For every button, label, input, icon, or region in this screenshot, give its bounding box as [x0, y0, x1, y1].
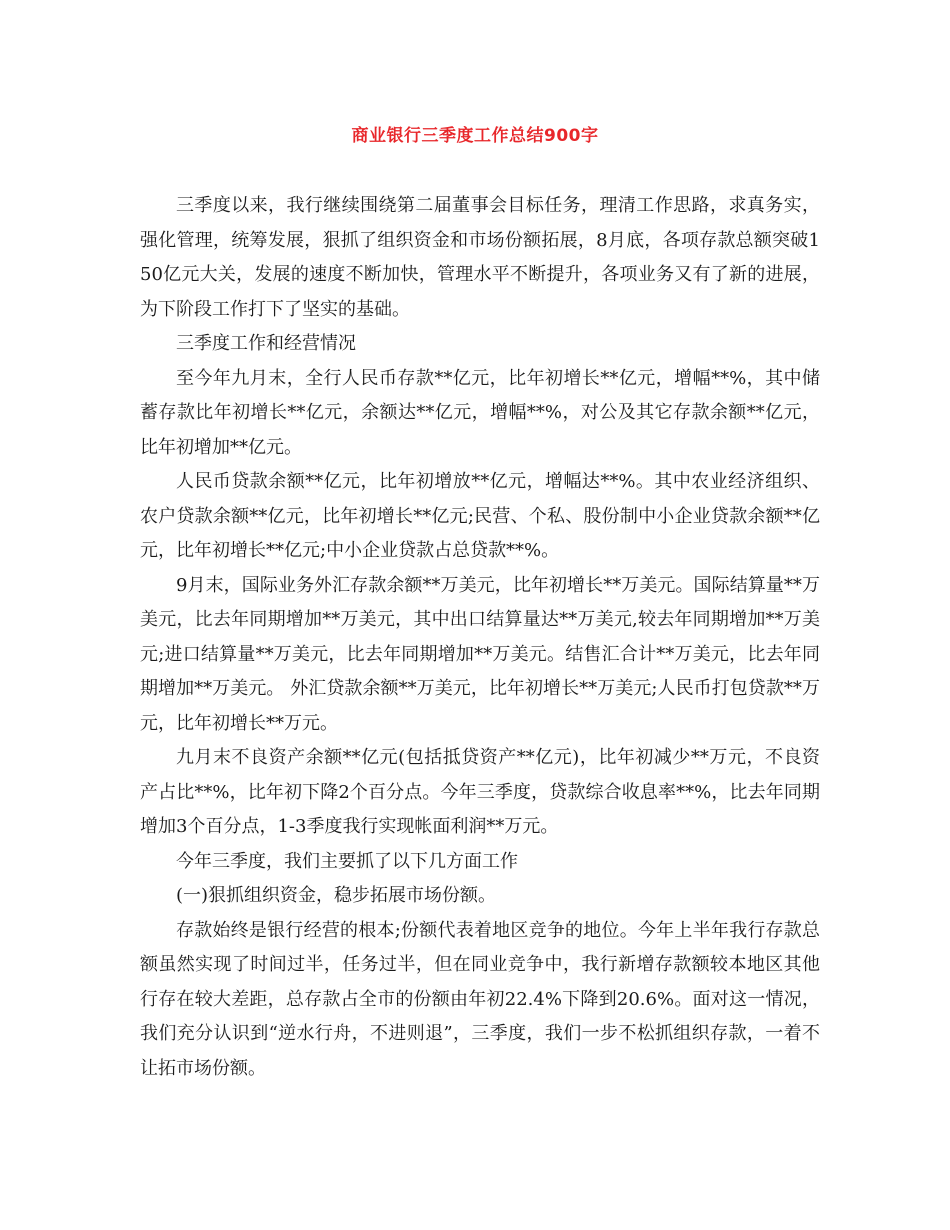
- section-heading-work: 今年三季度，我们主要抓了以下几方面工作: [176, 850, 518, 872]
- subheading-one: (一)狠抓组织资金，稳步拓展市场份额。: [176, 885, 497, 906]
- document-body: [140, 189, 820, 1086]
- document-title: 商业银行三季度工作总结900字: [351, 126, 599, 146]
- section-heading-operations: 三季度工作和经营情况: [176, 333, 356, 354]
- paragraph-market-share: 存款始终是银行经营的根本;份额代表着地区竞争的地位。今年上半年我行存款总额虽然实现了时间过半，任务过半，但在同业竞争中，我行新增存款额较本地区其他行存在较大差距，总存款占全市的份额由年初22.4%下降到20.6%。面对这一情况，我们充分认识到“逆水行舟，不进则退”，三季度，我们一步不松抓组织存款，一着不让拓市场份额。: [140, 919, 820, 1079]
- paragraph-loans: 人民币贷款余额**亿元，比年初增放**亿元，增幅达**%。其中农业经济组织、农户贷款余额**亿元，比年初增长**亿元;民营、个私、股份制中小企业贷款余额**亿元，比年初增长**亿元;中小企业贷款占总贷款**%。: [140, 471, 820, 561]
- paragraph-nonperforming: 九月末不良资产余额**亿元(包括抵贷资产**亿元)，比年初减少**万元，不良资产占比**%，比年初下降2个百分点。今年三季度，贷款综合收息率**%，比去年同期增加3个百分点，1-3季度我行实现帐面利润**万元。: [140, 747, 820, 837]
- paragraph-intro: 三季度以来，我行继续围绕第二届董事会目标任务，理清工作思路，求真务实，强化管理，统筹发展，狠抓了组织资金和市场份额拓展，8月底，各项存款总额突破150亿元大关，发展的速度不断加快，管理水平不断提升，各项业务又有了新的进展，为下阶段工作打下了坚实的基础。: [140, 195, 820, 320]
- paragraph-deposits: 至今年九月末，全行人民币存款**亿元，比年初增长**亿元，增幅**%，其中储蓄存款比年初增长**亿元，余额达**亿元，增幅**%，对公及其它存款余额**亿元，比年初增加**亿元。: [140, 367, 820, 458]
- paragraph-international: 9月末，国际业务外汇存款余额**万美元，比年初增长**万美元。国际结算量**万美元，比去年同期增加**万美元，其中出口结算量达**万美元,较去年同期增加**万美元;进口结算量**万美元，比去年同期增加**万美元。结售汇合计**万美元，比去年同期增加**万美元。 外汇贷款余额**万美元，比年初增长**万美元;人民币打包贷款**万元，比年初增长**万元。: [140, 574, 820, 734]
